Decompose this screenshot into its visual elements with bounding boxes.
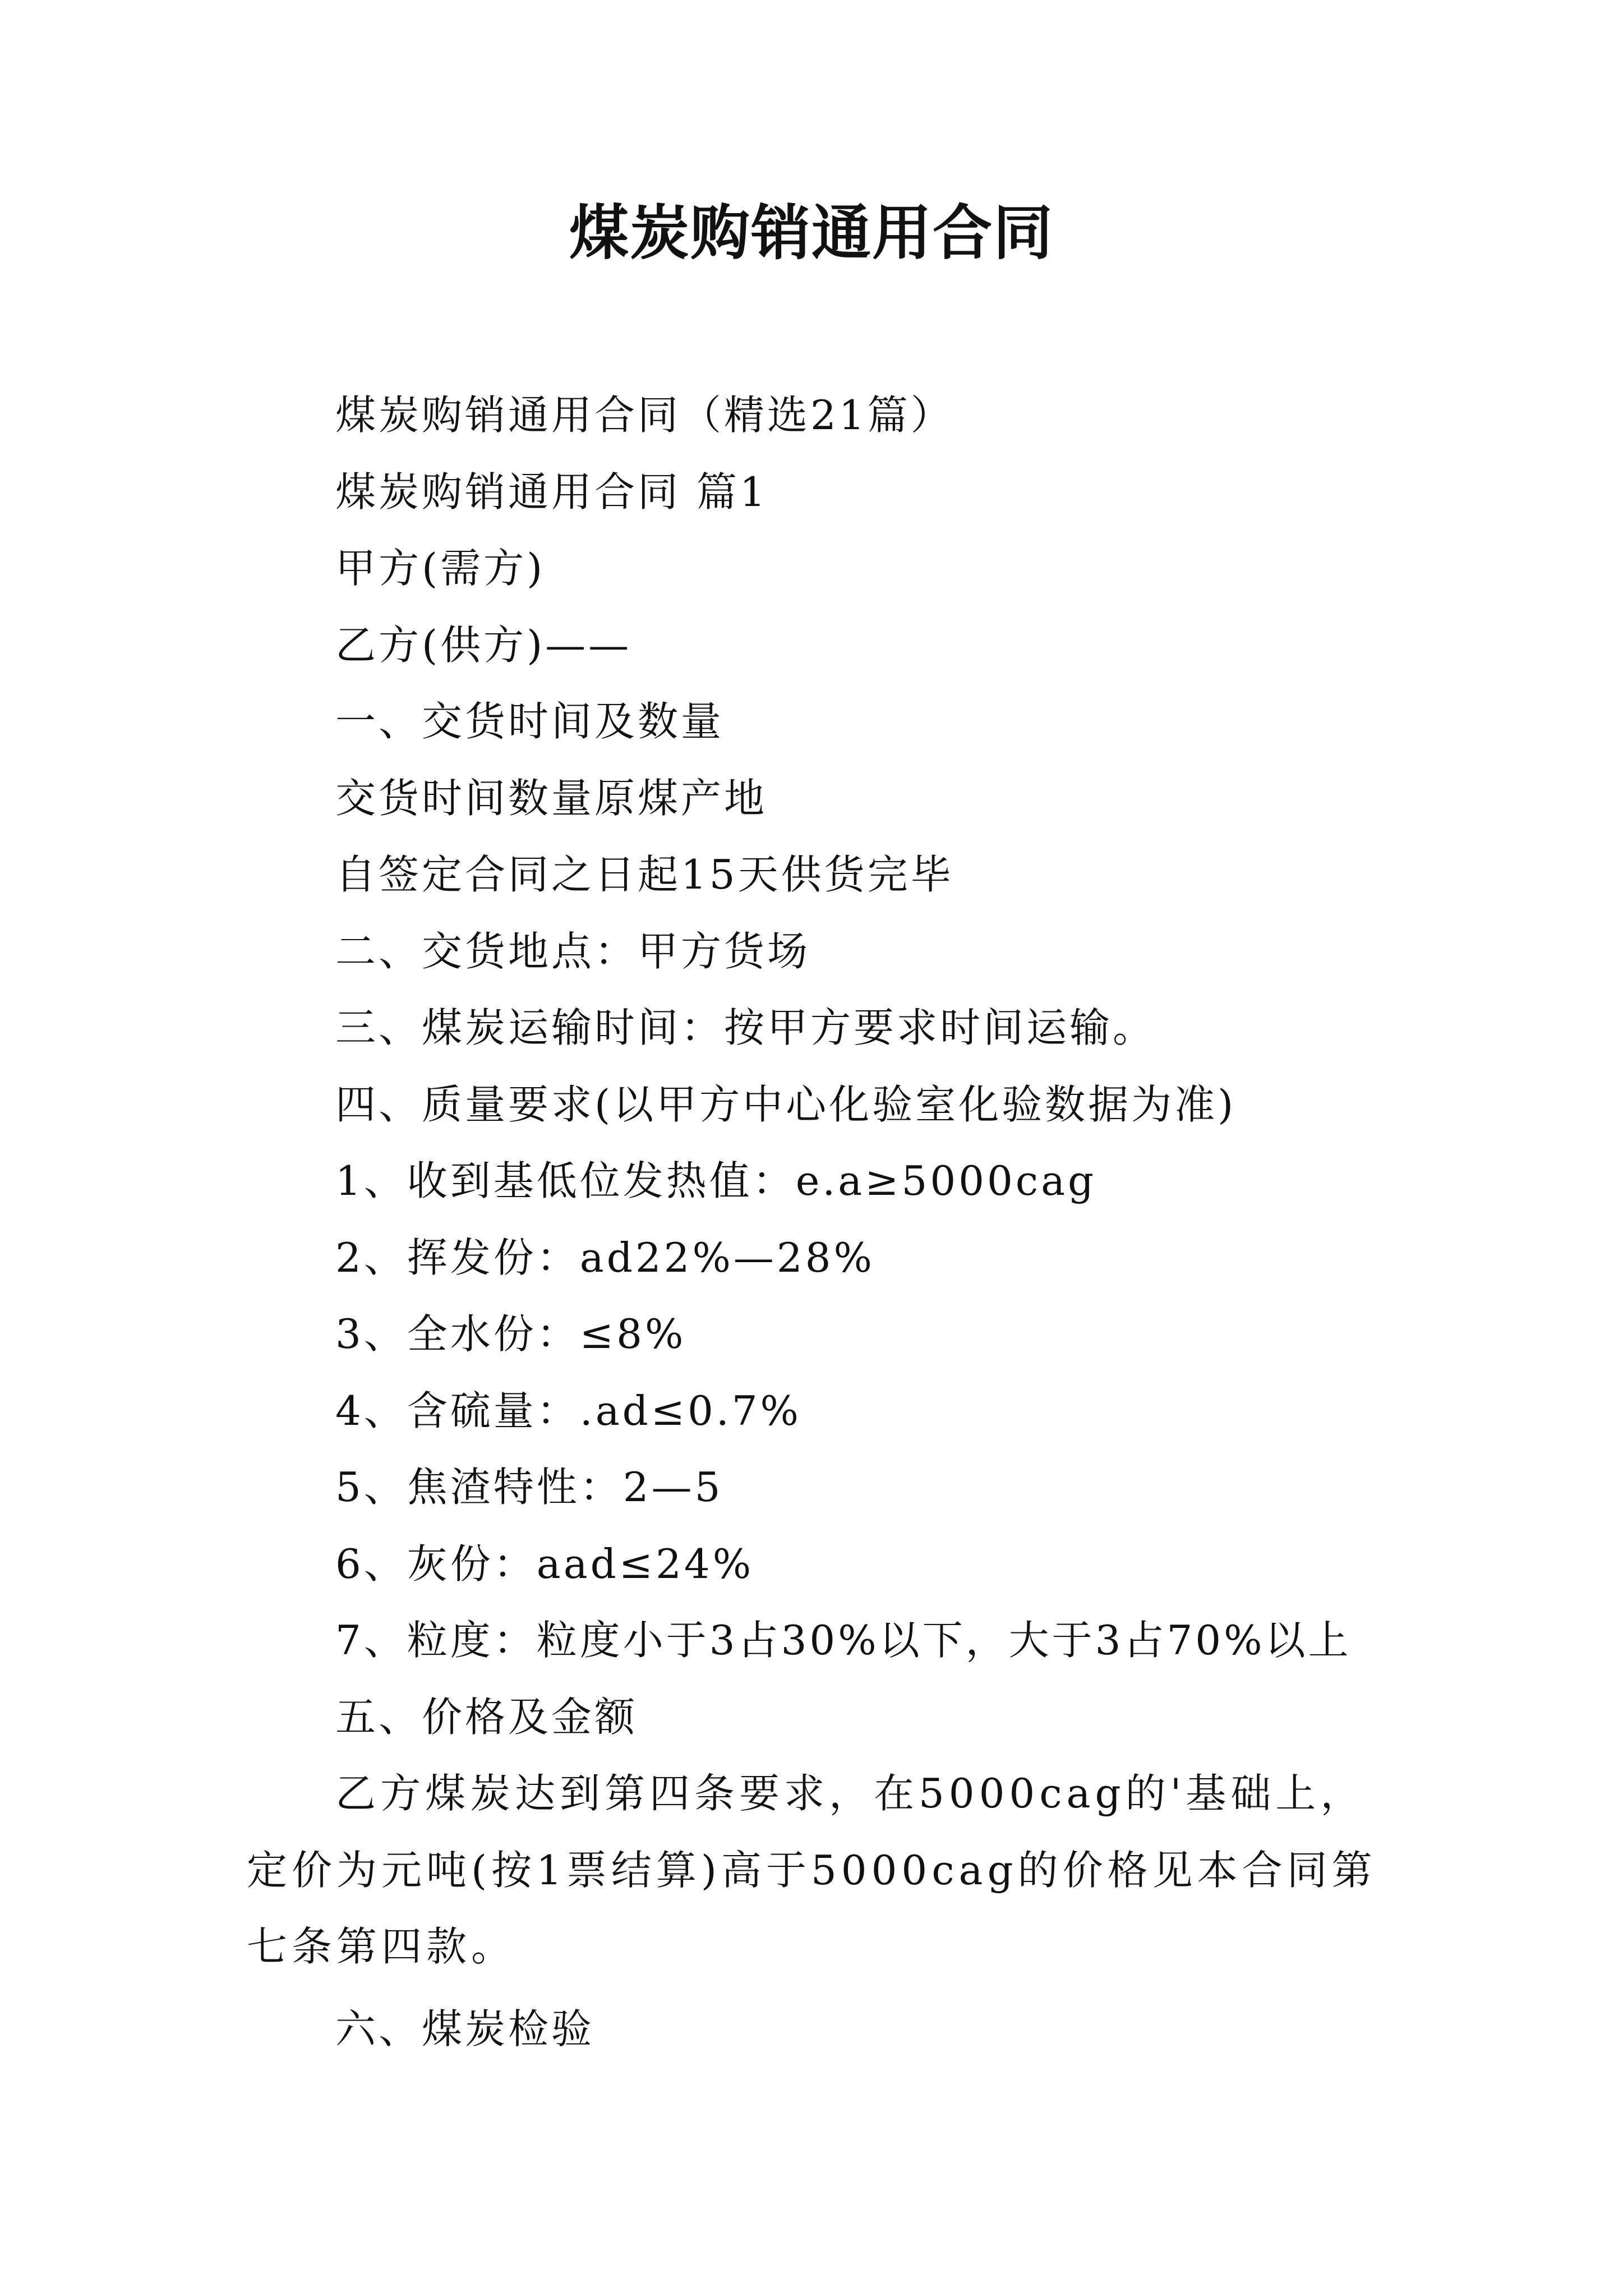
doc-line-quality-item: 2、挥发份：ad22%—28% xyxy=(335,1234,875,1281)
doc-line-party-a: 甲方(需方) xyxy=(335,545,546,592)
doc-line-quality-item: 7、粒度：粒度小于3占30%以下，大于3占70%以上 xyxy=(335,1617,1352,1664)
doc-line-section-6: 六、煤炭检验 xyxy=(335,2005,595,2053)
doc-line-section-5: 五、价格及金额 xyxy=(335,1693,638,1741)
doc-line-quality-item: 5、焦渣特性：2—5 xyxy=(335,1464,723,1511)
doc-line-section-4: 四、质量要求(以甲方中心化验室化验数据为准) xyxy=(335,1080,1237,1128)
document-title: 煤炭购销通用合同 xyxy=(569,197,1054,268)
doc-paragraph-price: 乙方煤炭达到第四条要求，在5000cag的'基础上，定价为元吨(按1票结算)高于5000cag的价格见本合同第七条第四款。 xyxy=(247,1770,1377,1970)
doc-line-subtitle: 煤炭购销通用合同（精选21篇） xyxy=(335,392,954,439)
doc-line-chapter: 煤炭购销通用合同 篇1 xyxy=(335,468,768,516)
doc-line-quality-item: 6、灰份：aad≤24% xyxy=(335,1540,754,1588)
doc-line-section-1: 一、交货时间及数量 xyxy=(335,698,725,745)
doc-line-quality-item: 3、全水份：≤8% xyxy=(335,1310,686,1358)
doc-line-quality-item: 4、含硫量：.ad≤0.7% xyxy=(335,1387,801,1434)
doc-line-party-b: 乙方(供方)—— xyxy=(335,621,632,669)
doc-line-quality-item: 1、收到基低位发热值：e.a≥5000cag xyxy=(335,1157,1097,1204)
doc-line: 交货时间数量原煤产地 xyxy=(335,774,768,822)
doc-line-section-2: 二、交货地点：甲方货场 xyxy=(335,927,811,975)
doc-line: 自签定合同之日起15天供货完毕 xyxy=(335,851,954,898)
doc-line-section-3: 三、煤炭运输时间：按甲方要求时间运输。 xyxy=(335,1004,1156,1051)
document-body xyxy=(247,377,1385,2067)
